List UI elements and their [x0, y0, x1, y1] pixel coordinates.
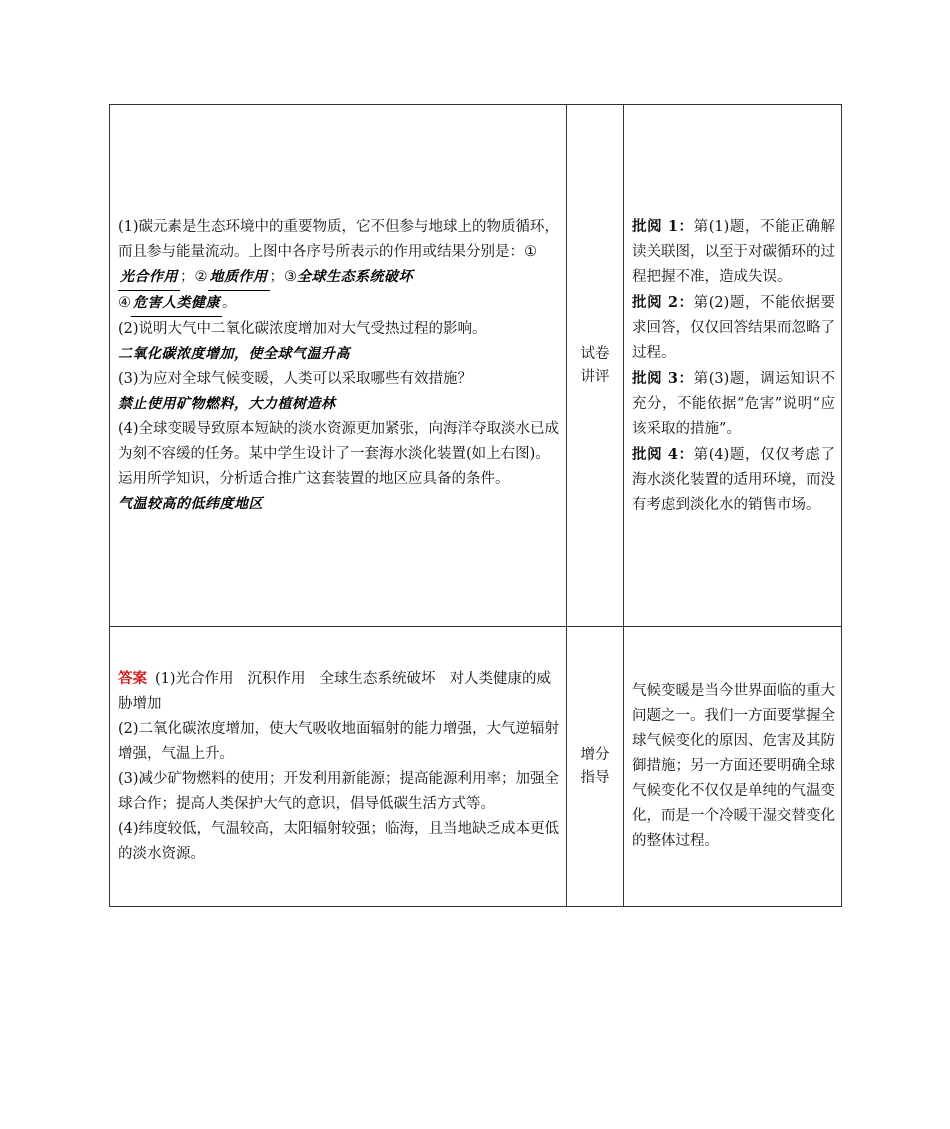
answer-3: (3)减少矿物燃料的使用；开发利用新能源；提高能源利用率；加强全球合作；提高人类保护大气的意识，倡导低碳生活方式等。 [118, 771, 560, 812]
label-cell-guide [567, 627, 624, 907]
answer-tag: 答案 [118, 670, 147, 687]
question-1-line4: ④ 危害人类健康 。 [118, 291, 560, 317]
review-row [110, 105, 842, 627]
label-line: 指导 [580, 769, 610, 786]
handwritten-answer-q3: 禁止使用矿物燃料，大力植树造林 [118, 395, 336, 412]
question-2: (2)说明大气中二氧化碳浓度增加对大气受热过程的影响。 [118, 320, 487, 337]
label-line: 讲评 [580, 368, 610, 385]
answer-2: (2)二氧化碳浓度增加，使大气吸收地面辐射的能力增强，大气逆辐射增强，气温上升。 [118, 721, 560, 762]
notes-cell [624, 105, 842, 627]
handwritten-answer-3: 全球生态系统破坏 [297, 268, 413, 285]
guide-text: 气候变暖是当今世界面临的重大问题之一。我们一方面要掌握全球气候变化的原因、危害及其防御措施；另一方面还要明确全球气候变化不仅仅是单纯的气温变化，而是一个冷暖干湿交替变化的整体过程。 [632, 683, 835, 849]
handwritten-answer-2: 地质作用 [208, 265, 270, 291]
label-line: 增分 [580, 746, 610, 763]
review-table [109, 104, 842, 907]
handwritten-answer-1: 光合作用 [118, 265, 180, 291]
answer-4: (4)纬度较低，气温较高，太阳辐射较强；临海，且当地缺乏成本更低的淡水资源。 [118, 821, 560, 862]
guide-cell [624, 627, 842, 907]
handwritten-answer-4: 危害人类健康 [131, 291, 222, 317]
answer-1: 答案 (1)光合作用 沉积作用 全球生态系统破坏 对人类健康的威胁增加 [118, 670, 552, 712]
answer-block [110, 666, 566, 867]
question-4: (4)全球变暖导致原本短缺的淡水资源更加紧张，向海洋夺取淡水已成为刻不容缓的任务。某中学生设计了一套海水淡化装置(如上右图)。运用所学知识，分析适合推广这套装置的地区应具备的条件。 [118, 420, 560, 487]
review-note: 批阅 1：第(1)题，不能正确解读关联图，以至于对碳循环的过程把握不准，造成失误。 [632, 217, 836, 285]
label-cell-review [567, 105, 624, 627]
handwritten-answer-q2: 二氧化碳浓度增加，使全球气温升高 [118, 345, 350, 362]
review-note: 批阅 4：第(4)题，仅仅考虑了海水淡化装置的适用环境，而没有考虑到淡化水的销售市场。 [632, 445, 836, 513]
review-note: 批阅 2：第(2)题，不能依据要求回答，仅仅回答结果而忽略了过程。 [632, 293, 836, 361]
question-3: (3)为应对全球气候变暖，人类可以采取哪些有效措施？ [118, 370, 473, 387]
handwritten-answer-q4: 气温较高的低纬度地区 [118, 495, 263, 512]
review-notes [624, 214, 841, 518]
guide-row [110, 627, 842, 907]
question-block [110, 215, 566, 517]
question-1: (1)碳元素是生态环境中的重要物质，它不但参与地球上的物质循环，而且参与能量流动。上图中各序号所表示的作用或结果分别是：①光合作用 ；② 地质作用 ；③全球生态系统破坏 [118, 215, 560, 291]
question-cell [110, 105, 567, 627]
label-line: 试卷 [580, 345, 610, 362]
review-note: 批阅 3：第(3)题，调运知识不充分，不能依据“危害”说明“应该采取的措施”。 [632, 369, 836, 437]
answer-cell [110, 627, 567, 907]
